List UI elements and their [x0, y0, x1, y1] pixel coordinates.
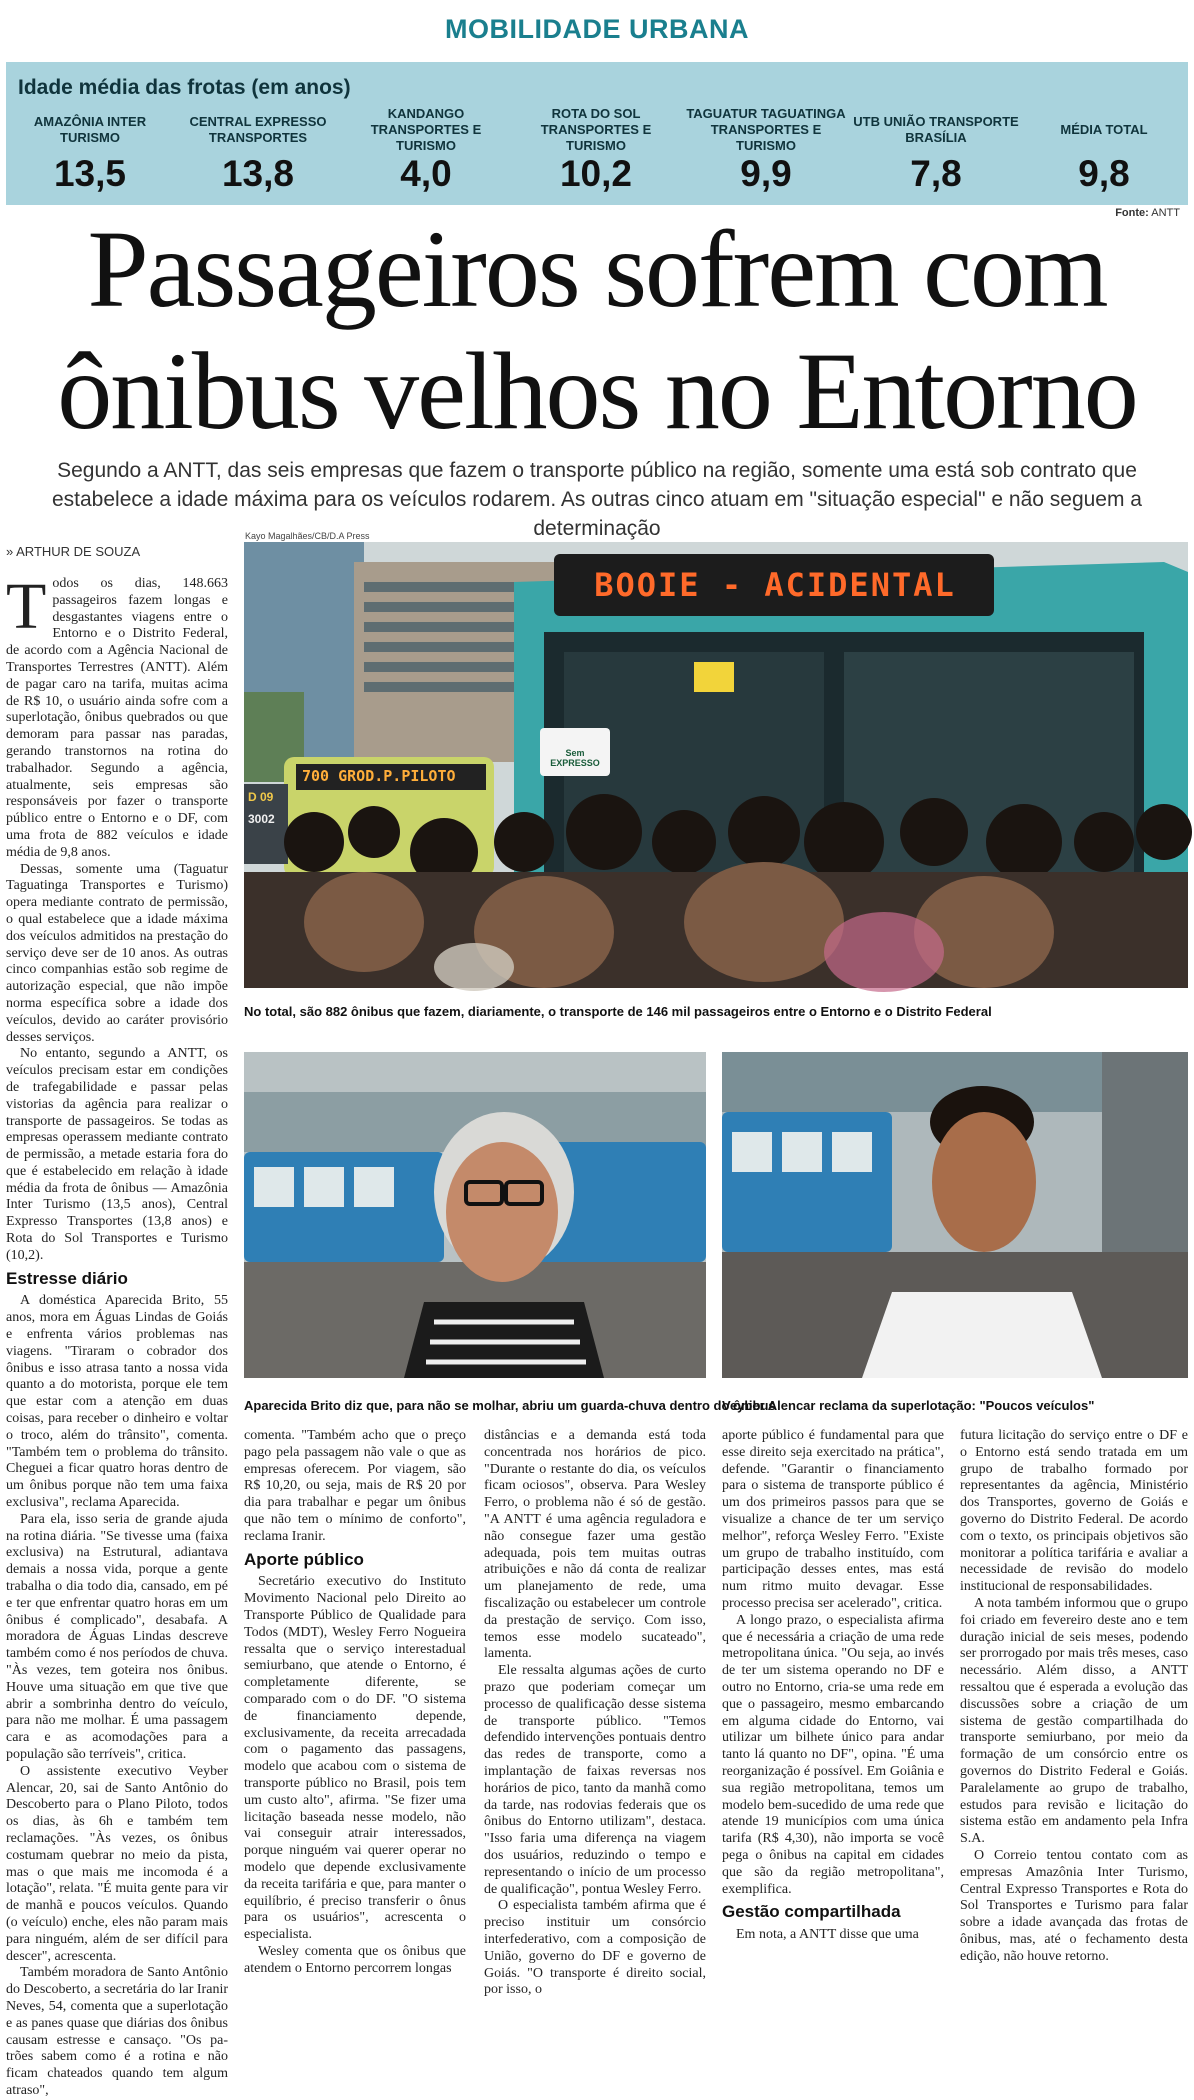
fleet-age: 9,8: [1078, 153, 1130, 194]
fleet-item: [342, 106, 510, 194]
paragraph: aporte público é fundamental para que esse direito seja exercitado na prática", defende. "Garantir o financiamento para o sistema de transporte público é um dos primeiros passos para que se visualize a chance de ter um serviço melhor", reforça Wesley Ferro. "Existe um grupo de trabalho instituído, com participação desses entes, mas está num ritmo muito devagar. Esse processo precisa ser acelerado", critica.: [722, 1428, 944, 1611]
subheadline: Segundo a ANTT, das seis empresas que fazem o transporte público na região, somente uma está sob contrato que estabelece a idade máxima para os veículos rodarem. As outras cinco atuam em "situação especial" e não seguem a determinação: [51, 459, 1142, 540]
fleet-name: UTB UNIÃO TRANSPORTE BRASÍLIA: [853, 114, 1019, 145]
source-value: ANTT: [1151, 207, 1180, 219]
article-column-1: [6, 570, 228, 2098]
article-column-3: [484, 1428, 706, 1998]
paragraph: Para ela, isso seria de grande ajuda na rotina diária. "Se tivesse uma (faixa exclusiva) na Estrutural, adiantava demais a nossa vida, porque a gente trabalha o dia todo dia, cansado, em pé e ter que enfrentar quatro horas em um ônibus é complicado", desabafa. A moradora de Águas Lindas descreve também como é nos períodos de chuva. "Às vezes, tem goteira nos ônibus. Houve uma situação em que tive que abrir a sombrinha dentro do veículo, para não me molhar. É uma passagem cara e as acomodações para a população são terríveis", critica.: [6, 1511, 228, 1762]
paragraph: Também moradora de Santo Antônio do Descoberto, a secretária do lar Iranir Neves, 54, comenta que a superlotação e as panes quase que diárias dos ônibus causam estresse e cansaço. "Os pa- trões sabem como é a rotina e não ficam chateados quando tem algum atraso",: [6, 1965, 228, 2098]
article-column-4: [722, 1428, 944, 1943]
back-bus-sign: 700 GROD.P.PILOTO: [302, 767, 456, 785]
fleet-name: CENTRAL EXPRESSO TRANSPORTES: [189, 114, 327, 145]
paragraph: O especialista também afirma que é preciso instituir um consórcio interfederativo, com a composição de União, governo do DF e governo de Goiás. "O transporte é direito social, por isso, o: [484, 1898, 706, 1998]
fleet-age: 7,8: [910, 153, 962, 194]
paragraph: distâncias e a demanda está toda concentrada nos horários de pico. "Durante o restante do dia, os veículos ficam ociosos", observa. Para Wesley Ferro, o problema não é só de gestão. "A ANTT é uma agência reguladora e não consegue fazer uma gestão adequada, pois tem muitas outras atribuições e não dá conta de realizar um planejamento de rede, uma fiscalização ou estabelecer um controle da prestação de serviço. Com isso, temos esse modelo sucateado", lamenta.: [484, 1428, 706, 1662]
headline-line-2: ônibus velhos no Entorno: [57, 330, 1137, 452]
fleet-item: [852, 106, 1020, 194]
paragraph: O assistente executivo Veyber Alencar, 20, sai de Santo Antônio do Descoberto para o Plano Piloto, todos os dias, às 6h e também tem reclamações. "Às vezes, os ônibus costumam quebrar no meio da pista, mas o que mais me incomoda é a lotação", relata. "É muita gente para vir de manhã e poucos veículos. Quando (o veículo) enche, eles não param mais para ninguém, além de ser difícil para descer", acrescenta.: [6, 1763, 228, 1964]
left-photo-caption: Aparecida Brito diz que, para não se molhar, abriu um guarda-chuva dentro do ônibus: [244, 1398, 776, 1413]
paragraph: A longo prazo, o especialista afirma que é necessária a criação de uma rede metropolitana única. "Ou seja, ao invés de ter um sistema operando no DF e outro no Entorno, cria-se uma rede em que o passageiro, mesmo embarcando em alguma cidade do Entorno, vai utilizar um bilhete único para andar tanto lá quanto no DF", opina. "É uma reorganização é possível. Em Goiânia e sua região metropolitana, temos um modelo bem-sucedido de uma rede que atende 19 municípios com uma única tarifa (R$ 4,30), não importa se você pega o ônibus na capital em cidades que são da região metropolitana", exemplifica.: [722, 1612, 944, 1897]
fleet-age: 10,2: [559, 153, 632, 194]
fleet-name: TAGUATUR TAGUATINGA TRANSPORTES E TURISMO: [686, 106, 846, 153]
paragraph: Ele ressalta algumas ações de curto prazo que poderiam começar um processo de qualificação desse sistema de transporte público. "Temos defendido intervenções pontuais dentro das redes de transporte, como a implantação de faixas reversas nos horários de pico, tanto da manhã como da tarde, nas rodovias federais que os ônibus do Entorno utilizam", destaca. "Isso faria uma diferença na viagem dos usuários, reduzindo o tempo e representando o início de um processo de qualificação", pontua Wesley Ferro.: [484, 1663, 706, 1897]
infobox-title: Idade média das frotas (em anos): [18, 76, 351, 99]
photo-credit: Kayo Magalhães/CB/D.A Press: [245, 531, 370, 541]
fleet-item: [174, 106, 342, 194]
route-number-b: 3002: [248, 812, 275, 826]
fleet-age: 13,5: [53, 153, 126, 194]
fleet-name: ROTA DO SOL TRANSPORTES E TURISMO: [540, 106, 652, 153]
article-column-5: [960, 1428, 1188, 1964]
paragraph: No entanto, segundo a ANTT, os veículos precisam estar em condições de trafegabilidade e passar pelas vistorias da agência para realizar o transporte de passageiros. Se todas as empresas operassem mediante contrato de permissão, a metade estaria fora do que é estabelecido em relação à idade média da frota de ônibus — Amazônia Inter Turismo (13,5 anos), Central Expresso Transportes (13,8 anos) e Rota do Sol Transportes e Turismo (10,2).: [6, 1046, 228, 1263]
paragraph: Em nota, a ANTT disse que uma: [736, 1927, 919, 1943]
fleet-item-total: [1020, 106, 1188, 194]
paragraph: Dessas, somente uma (Taguatur Taguatinga Transportes e Turismo) opera mediante contrato de permissão, o qual estabelece que a idade máxima dos veículos admitidos na prestação do serviço deve ser de 10 anos. As outras cinco companhias estão sob regime de autorização especial, que não impõe norma específica sobre a idade dos veículos, devido ao caráter provisório desses serviços.: [6, 861, 228, 1045]
fleet-age: 9,9: [740, 153, 792, 194]
fleet-age: 13,8: [221, 153, 294, 194]
section-label: MOBILIDADE URBANA: [445, 14, 749, 44]
portrait-photo-veyber: [722, 1052, 1188, 1378]
paragraph: O Correio tentou contato com as empresas Amazônia Inter Turismo, Central Expresso Transportes e Rota do Sol Transportes e Turismo para falar sobre a idade avançada das frotas de ônibus, mas, até o fechamento desta edição, não houve retorno.: [960, 1847, 1188, 1964]
right-photo-caption: Veyber Alencar reclama da superlotação: "Poucos veículos": [722, 1398, 1095, 1413]
main-photo: [244, 542, 1188, 988]
subheading-aporte: Aporte público: [244, 1549, 364, 1569]
bus-destination-sign: BOOIE - ACIDENTAL: [594, 566, 956, 604]
main-photo-caption: No total, são 882 ônibus que fazem, diariamente, o transporte de 146 mil passageiros entre o Entorno e o Distrito Federal: [244, 1004, 992, 1019]
byline: » ARTHUR DE SOUZA: [6, 544, 141, 559]
headline-line-1: Passageiros sofrem com: [87, 208, 1107, 330]
bus-door-sticker: Sem EXPRESSO: [550, 748, 600, 768]
dropcap: T: [6, 570, 47, 643]
fleet-age: 4,0: [400, 153, 452, 194]
route-number-a: D 09: [248, 790, 274, 804]
portrait-photo-aparecida: [244, 1052, 706, 1378]
fleet-name: KANDANGO TRANSPORTES E TURISMO: [370, 106, 482, 153]
paragraph: Secretário executivo do Instituto Movimento Nacional pelo Direito ao Transporte Público de Qualidade para Todos (MDT), Wesley Ferro Nogueira ressalta que o serviço interestadual semiurbano, que atende o Entorno, é completamente diferente, se comparado com o do DF. "O sistema de financiamento depende, exclusivamente, da receita arrecadada com o pagamento das passagens, modelo que acabou com o sistema de transporte público no Brasil, pois tem um custo alto", afirma. "Se fizer uma licitação baseada nesse modelo, não vai conseguir atrair interessados, porque ninguém vai querer operar no modelo que depende exclusivamente da receita tarifária e que, para manter o equilíbrio, é preciso transferir o ônus para os usuários", acrescenta o especialista.: [244, 1574, 466, 1943]
fleet-item: [512, 106, 680, 194]
fleet-name: AMAZÔNIA INTER TURISMO: [33, 114, 147, 145]
subheading-estresse: Estresse diário: [6, 1268, 128, 1288]
paragraph: odos os dias, 148.663 passageiros fazem longas e desgastantes viagens entre o Entorno e o Distrito Federal, de acordo com a Agência Nacional de Transportes Terrestres (ANTT). Além de pagar caro na tarifa, muitas acima de R$ 10, o usuário ainda sofre com a superlotação, ônibus quebrados ou que demoram para passar nas paradas, gerando transtornos na rotina do trabalhador. Segundo a agência, atualmente, seis empresas são responsáveis por fazer o transporte público entre o Entorno e o DF, com uma frota de 882 veículos e idade média de 9,8 anos.: [6, 576, 228, 860]
paragraph: A doméstica Aparecida Brito, 55 anos, mora em Águas Lindas de Goiás e enfrenta vários problemas nas viagens. "Tiraram o cobrador dos ônibus e isso atrasa tanto a nossa vida quanto a do motorista, porque ele tem que estar com a atenção em duas coisas, para receber o dinheiro e voltar o troco, além do trânsito", comenta. "Também tem o problema do trânsito. Cheguei a ficar quatro horas dentro de um ônibus porque não tem uma faixa exclusiva", reclama Aparecida.: [6, 1293, 228, 1511]
paragraph: comenta. "Também acho que o preço pago pela passagem não vale o que as empresas oferecem. Por viagem, são R$ 10,20, ou seja, mais de R$ 20 por dia para trabalhar e pegar um ônibus que não tem o mínimo de conforto", reclama Iranir.: [244, 1428, 466, 1544]
subheading-gestao: Gestão compartilhada: [722, 1902, 901, 1922]
source-label: Fonte:: [1115, 207, 1149, 219]
fleet-age-infobox: [6, 62, 1188, 205]
headline: [0, 208, 1194, 452]
paragraph: Wesley comenta que os ônibus que atendem o Entorno percorrem longas: [244, 1943, 466, 1976]
fleet-item: [682, 106, 850, 194]
fleet-name: MÉDIA TOTAL: [1060, 122, 1148, 137]
fleet-item: [6, 106, 174, 194]
article-column-2: [244, 1428, 466, 1976]
paragraph: A nota também informou que o grupo foi criado em fevereiro deste ano e tem duração inicial de seis meses, podendo ser prorrogado por mais três meses, caso necessário. Além disso, a ANTT ressaltou que é esperada a evolução das discussões sobre a criação de um sistema de gestão compartilhada do transporte semiurbano, por meio da formação de um consórcio entre os governos do Distrito Federal e Goiás. Paralelamente ao grupo de trabalho, estudos para revisão e licitação do sistema estão em andamento pela Infra S.A.: [960, 1595, 1188, 1847]
paragraph: futura licitação do serviço entre o DF e o Entorno está sendo tratada em um grupo de trabalho formado por representantes da agência, Ministério dos Transportes, governo de Goiás e governo do Distrito Federal. De acordo com o texto, os principais objetivos são monitorar a política tarifária e avaliar a necessidade de revisão do modelo institucional de responsabilidades.: [960, 1428, 1188, 1595]
